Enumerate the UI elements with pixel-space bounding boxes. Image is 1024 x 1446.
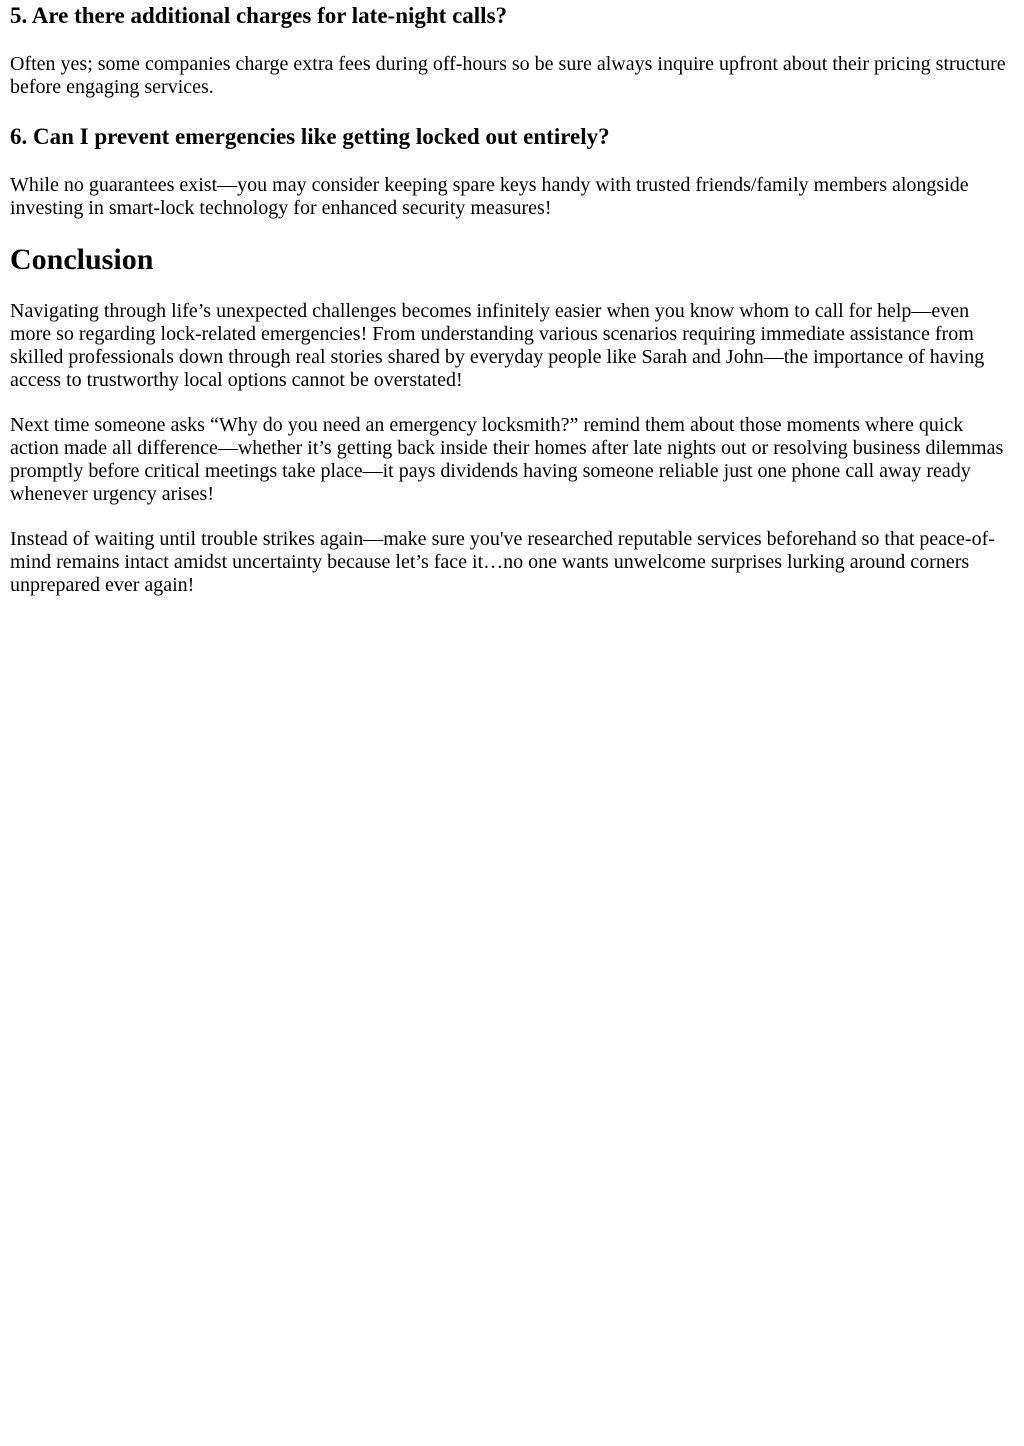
faq-question-5: 5. Are there additional charges for late-night calls? bbox=[10, 3, 508, 28]
article-body bbox=[0, 0, 1024, 597]
conclusion-paragraph-3: Instead of waiting until trouble strikes again—make sure you've researched reputable services beforehand so that peace-of-mind remains intact amidst uncertainty because let’s face it…no one wants unwelcome surprises lurking around corners unprepared ever again! bbox=[10, 528, 995, 596]
faq-question-6: 6. Can I prevent emergencies like getting locked out entirely? bbox=[10, 124, 610, 149]
faq-answer-5: Often yes; some companies charge extra fees during off-hours so be sure always inquire upfront about their pricing structure before engaging services. bbox=[10, 53, 1006, 98]
conclusion-heading: Conclusion bbox=[10, 243, 154, 276]
faq-answer-6: While no guarantees exist—you may consider keeping spare keys handy with trusted friends/family members alongside investing in smart-lock technology for enhanced security measures! bbox=[10, 174, 969, 219]
conclusion-paragraph-2: Next time someone asks “Why do you need an emergency locksmith?” remind them about those moments where quick action made all difference—whether it’s getting back inside their homes after late nights out or resolving business dilemmas promptly before critical meetings take place—it pays dividends having someone reliable just one phone call away ready whenever urgency arises! bbox=[10, 414, 1004, 505]
conclusion-paragraph-1: Navigating through life’s unexpected challenges becomes infinitely easier when you know whom to call for help—even more so regarding lock-related emergencies! From understanding various scenarios requiring immediate assistance from skilled professionals down through real stories shared by everyday people like Sarah and John—the importance of having access to trustworthy local options cannot be overstated! bbox=[10, 300, 985, 391]
